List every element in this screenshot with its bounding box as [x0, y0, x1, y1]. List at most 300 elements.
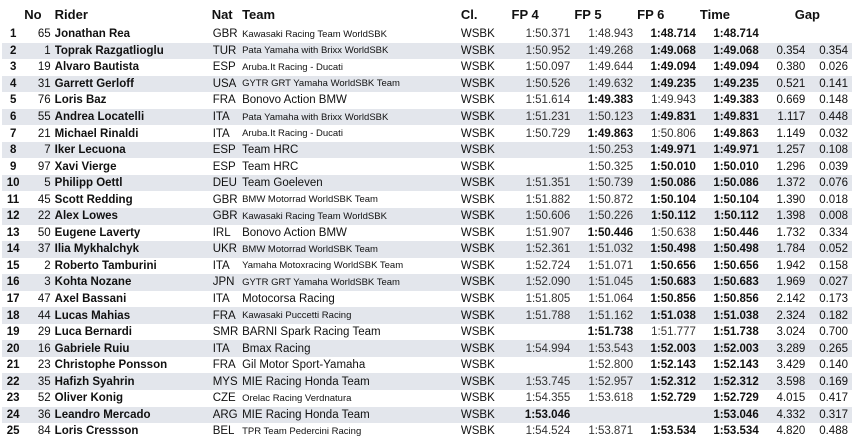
gap-leader-cell: 3.289 — [763, 340, 810, 357]
position-cell: 18 — [2, 307, 24, 324]
table-row — [2, 208, 852, 225]
best-time-cell: 1:50.683 — [700, 274, 763, 291]
fp5-cell: 1:51.738 — [574, 324, 637, 341]
fp6-cell: 1:50.498 — [637, 241, 700, 258]
fp5-cell: 1:51.045 — [574, 274, 637, 291]
position-cell: 23 — [2, 390, 24, 407]
table-row — [2, 26, 852, 43]
fp4-cell: 1:50.526 — [512, 76, 575, 93]
fp5-cell: 1:51.032 — [574, 241, 637, 258]
class-cell: WSBK — [461, 307, 512, 324]
gap-leader-cell: 2.324 — [763, 307, 810, 324]
class-cell: WSBK — [461, 340, 512, 357]
results-table — [2, 2, 852, 440]
fp6-cell: 1:49.943 — [637, 92, 700, 109]
header-time: Time — [699, 6, 731, 22]
class-cell: WSBK — [461, 109, 512, 126]
rider-cell: Lucas Mahias — [55, 307, 212, 324]
best-time-cell: 1:53.534 — [700, 423, 763, 440]
fp6-cell — [637, 407, 700, 424]
team-cell: Motocorsa Racing — [242, 291, 461, 308]
number-cell: 65 — [24, 26, 54, 43]
number-cell: 52 — [24, 390, 54, 407]
gap-previous-cell: 0.039 — [809, 158, 852, 175]
gap-leader-cell: 1.969 — [763, 274, 810, 291]
table-row — [2, 324, 852, 341]
class-cell: WSBK — [461, 175, 512, 192]
gap-previous-cell: 0.008 — [809, 208, 852, 225]
nation-cell: DEU — [212, 175, 242, 192]
nation-cell: GBR — [212, 208, 242, 225]
gap-leader-cell: 1.390 — [763, 191, 810, 208]
position-cell: 7 — [2, 125, 24, 142]
rider-cell: Christophe Ponsson — [55, 357, 212, 374]
table-row — [2, 125, 852, 142]
fp6-cell: 1:50.656 — [637, 258, 700, 275]
header-pos — [2, 2, 24, 26]
gap-previous-cell: 0.052 — [809, 241, 852, 258]
number-cell: 19 — [24, 59, 54, 76]
gap-leader-cell: 0.380 — [763, 59, 810, 76]
gap-leader-cell: 0.521 — [763, 76, 810, 93]
best-time-cell: 1:53.046 — [700, 407, 763, 424]
fp6-cell: 1:52.729 — [637, 390, 700, 407]
fp5-cell: 1:49.644 — [574, 59, 637, 76]
gap-leader-cell: 4.820 — [763, 423, 810, 440]
position-cell: 1 — [2, 26, 24, 43]
number-cell: 5 — [24, 175, 54, 192]
class-cell: WSBK — [461, 142, 512, 159]
class-cell: WSBK — [461, 423, 512, 440]
fp6-cell: 1:50.638 — [637, 225, 700, 242]
fp4-cell: 1:53.046 — [512, 407, 575, 424]
fp5-cell: 1:50.123 — [574, 109, 637, 126]
best-time-cell: 1:50.856 — [700, 291, 763, 308]
number-cell: 21 — [24, 125, 54, 142]
table-row — [2, 407, 852, 424]
number-cell: 29 — [24, 324, 54, 341]
table-row — [2, 59, 852, 76]
fp6-cell: 1:49.971 — [637, 142, 700, 159]
team-cell: Aruba.It Racing - Ducati — [242, 59, 461, 76]
gap-leader-cell: 1.942 — [763, 258, 810, 275]
rider-cell: Jonathan Rea — [55, 26, 212, 43]
best-time-cell: 1:52.729 — [700, 390, 763, 407]
table-row — [2, 241, 852, 258]
header-rider: Rider — [54, 6, 88, 22]
gap-leader-cell: 1.372 — [763, 175, 810, 192]
gap-leader-cell: 2.142 — [763, 291, 810, 308]
fp4-cell: 1:52.724 — [512, 258, 575, 275]
number-cell: 23 — [24, 357, 54, 374]
best-time-cell: 1:50.112 — [700, 208, 763, 225]
class-cell: WSBK — [461, 43, 512, 60]
rider-cell: Oliver Konig — [55, 390, 212, 407]
team-cell: Pata Yamaha with Brixx WorldSBK — [242, 109, 461, 126]
position-cell: 13 — [2, 225, 24, 242]
fp6-cell: 1:49.068 — [637, 43, 700, 60]
fp5-cell — [574, 407, 637, 424]
header-fp5: FP 5 — [574, 6, 602, 22]
fp6-cell: 1:50.010 — [637, 158, 700, 175]
number-cell: 1 — [24, 43, 54, 60]
fp5-cell: 1:51.162 — [574, 307, 637, 324]
nation-cell: UKR — [212, 241, 242, 258]
table-row — [2, 92, 852, 109]
nation-cell: JPN — [212, 274, 242, 291]
gap-previous-cell: 0.141 — [809, 76, 852, 93]
table-row — [2, 109, 852, 126]
fp6-cell: 1:52.143 — [637, 357, 700, 374]
team-cell: GYTR GRT Yamaha WorldSBK Team — [242, 274, 461, 291]
fp4-cell: 1:54.355 — [512, 390, 575, 407]
team-cell: Orelac Racing Verdnatura — [242, 390, 461, 407]
nation-cell: MYS — [212, 373, 242, 390]
number-cell: 3 — [24, 274, 54, 291]
nation-cell: TUR — [212, 43, 242, 60]
table-row — [2, 258, 852, 275]
rider-cell: Leandro Mercado — [55, 407, 212, 424]
rider-cell: Loris Baz — [55, 92, 212, 109]
best-time-cell: 1:49.971 — [700, 142, 763, 159]
table-row — [2, 307, 852, 324]
gap-previous-cell: 0.108 — [809, 142, 852, 159]
table-row — [2, 142, 852, 159]
team-cell: TPR Team Pedercini Racing — [242, 423, 461, 440]
position-cell: 9 — [2, 158, 24, 175]
position-cell: 12 — [2, 208, 24, 225]
header-fp6: FP 6 — [637, 6, 665, 22]
nation-cell: USA — [212, 76, 242, 93]
fp5-cell: 1:53.618 — [574, 390, 637, 407]
best-time-cell: 1:51.738 — [700, 324, 763, 341]
gap-previous-cell: 0.334 — [809, 225, 852, 242]
class-cell: WSBK — [461, 208, 512, 225]
position-cell: 16 — [2, 274, 24, 291]
fp6-cell: 1:50.806 — [637, 125, 700, 142]
fp4-cell: 1:54.524 — [512, 423, 575, 440]
best-time-cell: 1:50.010 — [700, 158, 763, 175]
number-cell: 50 — [24, 225, 54, 242]
position-cell: 24 — [2, 407, 24, 424]
fp6-cell: 1:49.094 — [637, 59, 700, 76]
rider-cell: Kohta Nozane — [55, 274, 212, 291]
class-cell: WSBK — [461, 92, 512, 109]
nation-cell: ITA — [212, 291, 242, 308]
fp6-cell: 1:49.235 — [637, 76, 700, 93]
team-cell: Bonovo Action BMW — [242, 92, 461, 109]
best-time-cell: 1:50.104 — [700, 191, 763, 208]
fp6-cell: 1:52.312 — [637, 373, 700, 390]
gap-previous-cell: 0.027 — [809, 274, 852, 291]
best-time-cell: 1:49.068 — [700, 43, 763, 60]
table-row — [2, 390, 852, 407]
gap-leader-cell: 1.257 — [763, 142, 810, 159]
best-time-cell: 1:50.656 — [700, 258, 763, 275]
table-row — [2, 76, 852, 93]
class-cell: WSBK — [461, 407, 512, 424]
team-cell: Pata Yamaha with Brixx WorldSBK — [242, 43, 461, 60]
fp5-cell: 1:48.943 — [574, 26, 637, 43]
gap-previous-cell: 0.488 — [809, 423, 852, 440]
position-cell: 19 — [2, 324, 24, 341]
position-cell: 22 — [2, 373, 24, 390]
gap-previous-cell: 0.173 — [809, 291, 852, 308]
fp4-cell — [512, 142, 575, 159]
gap-previous-cell: 0.417 — [809, 390, 852, 407]
gap-leader-cell: 1.732 — [763, 225, 810, 242]
position-cell: 3 — [2, 59, 24, 76]
nation-cell: ITA — [212, 125, 242, 142]
fp6-cell: 1:50.112 — [637, 208, 700, 225]
fp6-cell: 1:50.086 — [637, 175, 700, 192]
fp5-cell: 1:49.863 — [574, 125, 637, 142]
number-cell: 35 — [24, 373, 54, 390]
best-time-cell: 1:49.383 — [700, 92, 763, 109]
fp4-cell: 1:50.371 — [512, 26, 575, 43]
fp4-cell — [512, 357, 575, 374]
fp4-cell: 1:51.614 — [512, 92, 575, 109]
table-row — [2, 340, 852, 357]
number-cell: 2 — [24, 258, 54, 275]
number-cell: 76 — [24, 92, 54, 109]
class-cell: WSBK — [461, 125, 512, 142]
fp6-cell: 1:51.038 — [637, 307, 700, 324]
number-cell: 44 — [24, 307, 54, 324]
nation-cell: ESP — [212, 59, 242, 76]
team-cell: BMW Motorrad WorldSBK Team — [242, 191, 461, 208]
best-time-cell: 1:49.863 — [700, 125, 763, 142]
class-cell: WSBK — [461, 191, 512, 208]
number-cell: 84 — [24, 423, 54, 440]
rider-cell: Andrea Locatelli — [55, 109, 212, 126]
fp6-cell: 1:48.714 — [637, 26, 700, 43]
fp4-cell: 1:51.805 — [512, 291, 575, 308]
class-cell: WSBK — [461, 274, 512, 291]
rider-cell: Garrett Gerloff — [55, 76, 212, 93]
nation-cell: FRA — [212, 92, 242, 109]
results-body — [2, 26, 852, 440]
position-cell: 20 — [2, 340, 24, 357]
number-cell: 97 — [24, 158, 54, 175]
table-row — [2, 225, 852, 242]
table-row — [2, 423, 852, 440]
fp4-cell: 1:50.729 — [512, 125, 575, 142]
gap-leader-cell: 1.784 — [763, 241, 810, 258]
gap-leader-cell: 3.024 — [763, 324, 810, 341]
table-row — [2, 291, 852, 308]
gap-previous-cell: 0.026 — [809, 59, 852, 76]
gap-previous-cell — [809, 26, 852, 43]
header-no: No — [24, 6, 42, 22]
table-row — [2, 43, 852, 60]
fp4-cell: 1:51.351 — [512, 175, 575, 192]
team-cell: Bonovo Action BMW — [242, 225, 461, 242]
fp6-cell: 1:52.003 — [637, 340, 700, 357]
fp6-cell: 1:50.856 — [637, 291, 700, 308]
team-cell: BARNI Spark Racing Team — [242, 324, 461, 341]
best-time-cell: 1:49.831 — [700, 109, 763, 126]
class-cell: WSBK — [461, 76, 512, 93]
fp4-cell: 1:51.907 — [512, 225, 575, 242]
best-time-cell: 1:49.235 — [700, 76, 763, 93]
class-cell: WSBK — [461, 373, 512, 390]
rider-cell: Toprak Razgatlioglu — [55, 43, 212, 60]
best-time-cell: 1:50.446 — [700, 225, 763, 242]
number-cell: 7 — [24, 142, 54, 159]
number-cell: 31 — [24, 76, 54, 93]
class-cell: WSBK — [461, 241, 512, 258]
rider-cell: Gabriele Ruiu — [55, 340, 212, 357]
team-cell: Bmax Racing — [242, 340, 461, 357]
fp6-cell: 1:50.683 — [637, 274, 700, 291]
table-row — [2, 274, 852, 291]
nation-cell: ESP — [212, 142, 242, 159]
gap-previous-cell: 0.018 — [809, 191, 852, 208]
fp5-cell: 1:52.800 — [574, 357, 637, 374]
rider-cell: Alex Lowes — [55, 208, 212, 225]
table-row — [2, 175, 852, 192]
gap-leader-cell: 1.149 — [763, 125, 810, 142]
gap-leader-cell: 3.429 — [763, 357, 810, 374]
number-cell: 16 — [24, 340, 54, 357]
gap-previous-cell: 0.032 — [809, 125, 852, 142]
gap-previous-cell: 0.076 — [809, 175, 852, 192]
fp5-cell: 1:50.253 — [574, 142, 637, 159]
fp5-cell: 1:52.957 — [574, 373, 637, 390]
gap-previous-cell: 0.158 — [809, 258, 852, 275]
position-cell: 10 — [2, 175, 24, 192]
fp4-cell: 1:51.231 — [512, 109, 575, 126]
position-cell: 4 — [2, 76, 24, 93]
best-time-cell: 1:52.143 — [700, 357, 763, 374]
position-cell: 8 — [2, 142, 24, 159]
nation-cell: ITA — [212, 258, 242, 275]
fp6-cell: 1:53.534 — [637, 423, 700, 440]
header-class: Cl. — [460, 6, 478, 22]
fp4-cell: 1:51.788 — [512, 307, 575, 324]
rider-cell: Axel Bassani — [55, 291, 212, 308]
class-cell: WSBK — [461, 59, 512, 76]
gap-leader-cell: 4.332 — [763, 407, 810, 424]
rider-cell: Loris Cressson — [55, 423, 212, 440]
fp5-cell: 1:51.071 — [574, 258, 637, 275]
fp4-cell: 1:50.952 — [512, 43, 575, 60]
fp6-cell: 1:50.104 — [637, 191, 700, 208]
fp4-cell: 1:51.882 — [512, 191, 575, 208]
nation-cell: IRL — [212, 225, 242, 242]
fp5-cell: 1:49.268 — [574, 43, 637, 60]
fp4-cell: 1:50.097 — [512, 59, 575, 76]
table-row — [2, 158, 852, 175]
class-cell: WSBK — [461, 324, 512, 341]
rider-cell: Xavi Vierge — [55, 158, 212, 175]
rider-cell: Hafizh Syahrin — [55, 373, 212, 390]
fp6-cell: 1:51.777 — [637, 324, 700, 341]
best-time-cell: 1:52.312 — [700, 373, 763, 390]
nation-cell: ITA — [212, 340, 242, 357]
fp4-cell: 1:54.994 — [512, 340, 575, 357]
position-cell: 25 — [2, 423, 24, 440]
nation-cell: ARG — [212, 407, 242, 424]
gap-previous-cell: 0.148 — [809, 92, 852, 109]
gap-previous-cell: 0.182 — [809, 307, 852, 324]
fp5-cell: 1:51.064 — [574, 291, 637, 308]
best-time-cell: 1:52.003 — [700, 340, 763, 357]
number-cell: 55 — [24, 109, 54, 126]
rider-cell: Roberto Tamburini — [55, 258, 212, 275]
fp4-cell: 1:50.606 — [512, 208, 575, 225]
header-team: Team — [242, 6, 276, 22]
number-cell: 45 — [24, 191, 54, 208]
gap-previous-cell: 0.140 — [809, 357, 852, 374]
team-cell: GYTR GRT Yamaha WorldSBK Team — [242, 76, 461, 93]
position-cell: 15 — [2, 258, 24, 275]
fp4-cell — [512, 324, 575, 341]
nation-cell: FRA — [212, 357, 242, 374]
fp5-cell: 1:49.632 — [574, 76, 637, 93]
rider-cell: Michael Rinaldi — [55, 125, 212, 142]
rider-cell: Philipp Oettl — [55, 175, 212, 192]
nation-cell: CZE — [212, 390, 242, 407]
class-cell: WSBK — [461, 291, 512, 308]
nation-cell: ESP — [212, 158, 242, 175]
gap-leader-cell: 1.117 — [763, 109, 810, 126]
best-time-cell: 1:51.038 — [700, 307, 763, 324]
fp5-cell: 1:49.383 — [574, 92, 637, 109]
position-cell: 21 — [2, 357, 24, 374]
table-row — [2, 373, 852, 390]
class-cell: WSBK — [461, 357, 512, 374]
position-cell: 17 — [2, 291, 24, 308]
team-cell: Aruba.It Racing - Ducati — [242, 125, 461, 142]
rider-cell: Luca Bernardi — [55, 324, 212, 341]
rider-cell: Eugene Laverty — [55, 225, 212, 242]
rider-cell: Alvaro Bautista — [55, 59, 212, 76]
team-cell: MIE Racing Honda Team — [242, 373, 461, 390]
position-cell: 2 — [2, 43, 24, 60]
nation-cell: GBR — [212, 191, 242, 208]
fp6-cell: 1:49.831 — [637, 109, 700, 126]
nation-cell: ITA — [212, 109, 242, 126]
class-cell: WSBK — [461, 258, 512, 275]
header-gap: Gap — [794, 6, 820, 22]
table-row — [2, 357, 852, 374]
fp5-cell: 1:50.739 — [574, 175, 637, 192]
team-cell: Kawasaki Racing Team WorldSBK — [242, 208, 461, 225]
gap-previous-cell: 0.448 — [809, 109, 852, 126]
position-cell: 5 — [2, 92, 24, 109]
class-cell: WSBK — [461, 390, 512, 407]
best-time-cell: 1:49.094 — [700, 59, 763, 76]
best-time-cell: 1:48.714 — [700, 26, 763, 43]
team-cell: Yamaha Motoxracing WorldSBK Team — [242, 258, 461, 275]
header-fp4: FP 4 — [511, 6, 539, 22]
team-cell: BMW Motorrad WorldSBK Team — [242, 241, 461, 258]
rider-cell: Ilia Mykhalchyk — [55, 241, 212, 258]
nation-cell: SMR — [212, 324, 242, 341]
nation-cell: BEL — [212, 423, 242, 440]
gap-leader-cell: 4.015 — [763, 390, 810, 407]
position-cell: 11 — [2, 191, 24, 208]
nation-cell: GBR — [212, 26, 242, 43]
gap-previous-cell: 0.700 — [809, 324, 852, 341]
team-cell: Team HRC — [242, 158, 461, 175]
fp5-cell: 1:53.871 — [574, 423, 637, 440]
fp5-cell: 1:50.446 — [574, 225, 637, 242]
fp5-cell: 1:53.543 — [574, 340, 637, 357]
gap-leader-cell: 0.669 — [763, 92, 810, 109]
